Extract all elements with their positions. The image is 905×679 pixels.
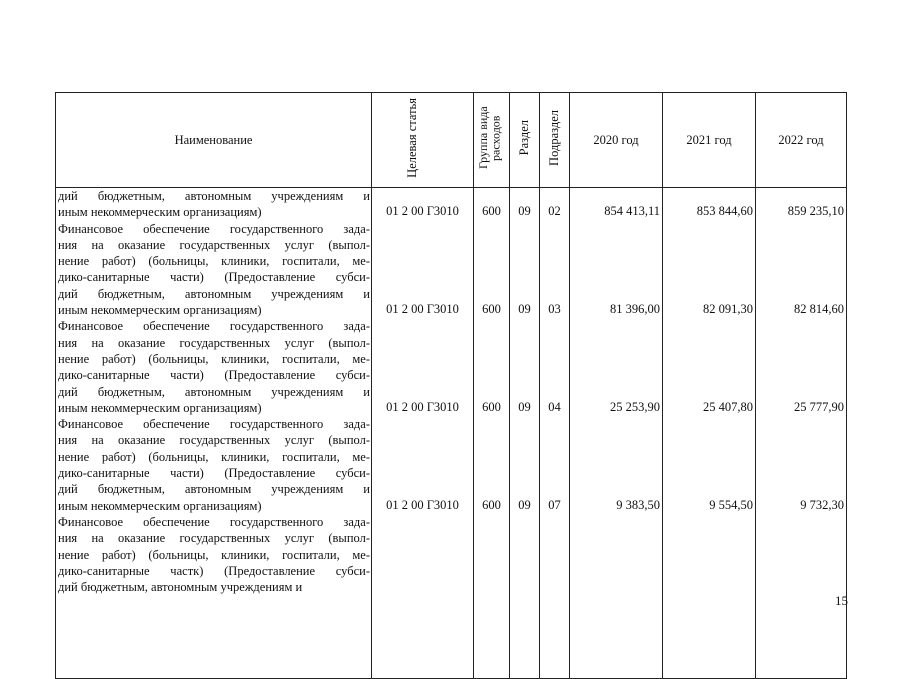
page-number: 15 bbox=[835, 593, 848, 608]
body-row bbox=[56, 188, 847, 679]
row-expense-group: 600 bbox=[482, 204, 501, 219]
name-line: иным некоммерческим организациям) bbox=[58, 205, 262, 220]
row-value-2021: 9 554,50 bbox=[709, 497, 753, 512]
row-value-2022: 9 732,30 bbox=[800, 497, 844, 512]
name-line: нение работ) (больницы, клиники, госпитали, ме- bbox=[58, 449, 370, 464]
row-value-2021: 82 091,30 bbox=[703, 302, 753, 317]
name-line: дий бюджетным, автономным учреждениям и bbox=[58, 286, 370, 301]
header-section: Раздел bbox=[510, 93, 540, 188]
header-group: Группа вида расходов bbox=[474, 93, 510, 188]
row-target-code: 01 2 00 Г3010 bbox=[386, 204, 459, 219]
name-line: дий бюджетным, автономным учреждениям и bbox=[58, 482, 370, 497]
name-line: дико-санитарные части) (Предоставление субси- bbox=[58, 466, 370, 481]
header-target: Целевая статья bbox=[372, 93, 474, 188]
row-value-2020: 81 396,00 bbox=[610, 302, 660, 317]
row-value-2021: 853 844,60 bbox=[696, 204, 753, 219]
row-target-code: 01 2 00 Г3010 bbox=[386, 497, 459, 512]
row-target-code: 01 2 00 Г3010 bbox=[386, 399, 459, 414]
name-line: ния на оказание государственных услуг (выпол- bbox=[58, 335, 370, 350]
row-value-2022: 859 235,10 bbox=[787, 204, 844, 219]
row-section: 09 bbox=[518, 399, 531, 414]
name-line: дико-санитарные части) (Предоставление субси- bbox=[58, 270, 370, 285]
name-line: иным некоммерческим организациям) bbox=[58, 498, 262, 513]
header-2020: 2020 год bbox=[570, 93, 663, 188]
row-value-2021: 25 407,80 bbox=[703, 399, 753, 414]
name-line: иным некоммерческим организациям) bbox=[58, 400, 262, 415]
header-row bbox=[56, 93, 847, 188]
row-section: 09 bbox=[518, 497, 531, 512]
header-name: Наименование bbox=[56, 93, 372, 188]
name-line: нение работ) (больницы, клиники, госпитали, ме- bbox=[58, 254, 370, 269]
name-line: Финансовое обеспечение государственного зада- bbox=[58, 221, 370, 236]
name-line: нение работ) (больницы, клиники, госпитали, ме- bbox=[58, 351, 370, 366]
header-2022: 2022 год bbox=[756, 93, 847, 188]
subsection-column bbox=[540, 188, 570, 679]
row-subsection: 07 bbox=[548, 497, 561, 512]
row-value-2020: 25 253,90 bbox=[610, 399, 660, 414]
row-subsection: 03 bbox=[548, 302, 561, 317]
budget-table bbox=[55, 92, 847, 679]
row-value-2020: 9 383,50 bbox=[616, 497, 660, 512]
row-value-2022: 25 777,90 bbox=[794, 399, 844, 414]
row-section: 09 bbox=[518, 302, 531, 317]
y2021-column bbox=[663, 188, 756, 679]
row-value-2022: 82 814,60 bbox=[794, 302, 844, 317]
name-line: Финансовое обеспечение государственного зада- bbox=[58, 319, 370, 334]
row-expense-group: 600 bbox=[482, 399, 501, 414]
name-line: дико-санитарные частк) (Предоставление субси- bbox=[58, 563, 370, 578]
row-subsection: 04 bbox=[548, 399, 561, 414]
name-line: Финансовое обеспечение государственного зада- bbox=[58, 417, 370, 432]
target-column bbox=[372, 188, 474, 679]
name-line: иным некоммерческим организациям) bbox=[58, 303, 262, 318]
header-2021: 2021 год bbox=[663, 93, 756, 188]
name-line: ния на оказание государственных услуг (выпол- bbox=[58, 237, 370, 252]
name-text bbox=[56, 188, 371, 595]
section-column bbox=[510, 188, 540, 679]
name-line: дико-санитарные части) (Предоставление субси- bbox=[58, 368, 370, 383]
row-subsection: 02 bbox=[548, 204, 561, 219]
row-target-code: 01 2 00 Г3010 bbox=[386, 302, 459, 317]
name-line: ния на оказание государственных услуг (выпол- bbox=[58, 433, 370, 448]
row-value-2020: 854 413,11 bbox=[604, 204, 660, 219]
y2020-column bbox=[570, 188, 663, 679]
group-column bbox=[474, 188, 510, 679]
row-expense-group: 600 bbox=[482, 302, 501, 317]
y2022-column bbox=[756, 188, 847, 679]
name-column bbox=[56, 188, 372, 679]
name-line: ния на оказание государственных услуг (выпол- bbox=[58, 531, 370, 546]
header-subsection: Подраздел bbox=[540, 93, 570, 188]
name-line: дий бюджетным, автономным учреждениям и bbox=[58, 189, 370, 203]
row-expense-group: 600 bbox=[482, 497, 501, 512]
row-section: 09 bbox=[518, 204, 531, 219]
name-line: дий бюджетным, автономным учреждениям и bbox=[58, 384, 370, 399]
name-line: дий бюджетным, автономным учреждениям и bbox=[58, 580, 303, 595]
name-line: нение работ) (больницы, клиники, госпитали, ме- bbox=[58, 547, 370, 562]
name-line: Финансовое обеспечение государственного зада- bbox=[58, 514, 370, 529]
